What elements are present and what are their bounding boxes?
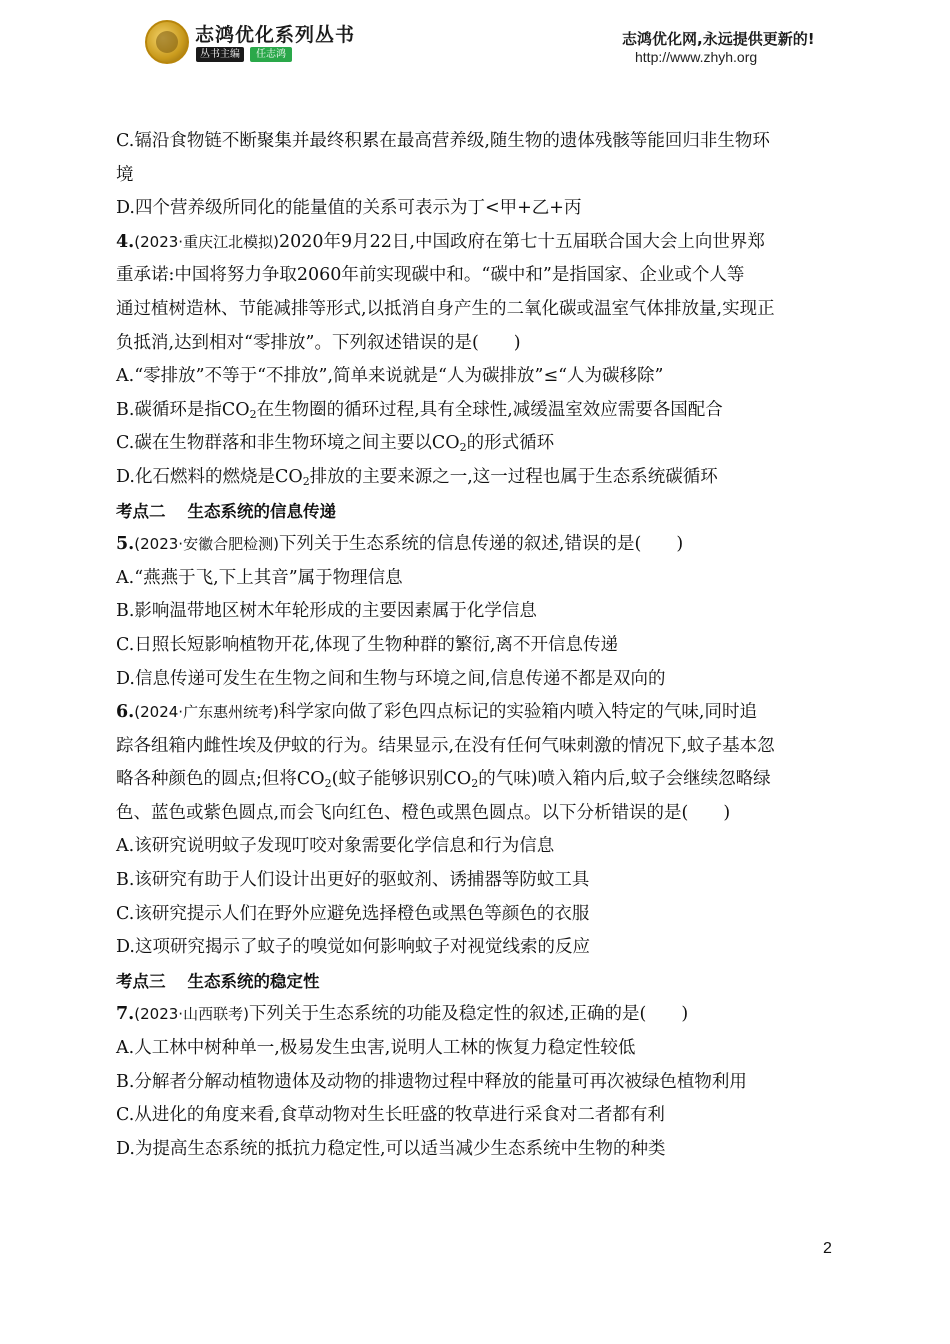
- editor-name: 任志鸿: [250, 47, 292, 62]
- q7-number: 7.: [116, 1004, 135, 1025]
- q6-option-c: C.该研究提示人们在野外应避免选择橙色或黑色等颜色的衣服: [116, 903, 590, 924]
- q4-option-b-part1: B.碳循环是指CO: [116, 399, 250, 420]
- q5-option-d: D.信息传递可发生在生物之间和生物与环境之间,信息传递不都是双向的: [116, 668, 666, 689]
- subscript-2: 2: [471, 777, 479, 791]
- subscript-2: 2: [302, 474, 310, 488]
- q4-option-a: A.“零排放”不等于“不排放”,简单来说就是“人为碳排放”≤“人为碳移除”: [116, 366, 664, 387]
- q7-stem-text: 下列关于生态系统的功能及稳定性的叙述,正确的是( ): [248, 1004, 689, 1025]
- page-number: 2: [823, 1240, 832, 1257]
- q7-option-b: B.分解者分解动植物遗体及动物的排遗物过程中释放的能量可再次被绿色植物利用: [116, 1071, 747, 1092]
- q6-option-a: A.该研究说明蚊子发现叮咬对象需要化学信息和行为信息: [116, 836, 555, 857]
- q6-stem-line4: 色、蓝色或紫色圆点,而会飞向红色、橙色或黑色圆点。以下分析错误的是( ): [116, 802, 731, 823]
- site-slogan: 志鸿优化网,永远提供更新的!: [622, 30, 815, 48]
- q6-stem-line3-part3: 的气味)喷入箱内后,蚊子会继续忽略绿: [478, 769, 771, 790]
- q4-option-c-part2: 的形式循环: [466, 433, 555, 454]
- q3-option-c-line1: C.镉沿食物链不断聚集并最终积累在最高营养级,随生物的遗体残骸等能回归非生物环: [116, 131, 770, 151]
- q3-option-c-line2: 境: [116, 164, 134, 185]
- subscript-2: 2: [459, 441, 467, 455]
- q5-stem-text: 下列关于生态系统的信息传递的叙述,错误的是( ): [278, 534, 684, 555]
- section-2-label: 考点二: [116, 501, 166, 521]
- q5-option-b: B.影响温带地区树木年轮形成的主要因素属于化学信息: [116, 601, 537, 622]
- q6-stem-line3-part1: 略各种颜色的圆点;但将CO: [116, 769, 325, 790]
- q7-option-a: A.人工林中树种单一,极易发生虫害,说明人工林的恢复力稳定性较低: [116, 1038, 636, 1059]
- q4-stem-line3: 通过植树造林、节能减排等形式,以抵消自身产生的二氧化碳或温室气体排放量,实现正: [116, 298, 775, 319]
- page-header: [0, 0, 950, 80]
- site-url[interactable]: http://www.zhyh.org: [635, 49, 758, 65]
- subscript-2: 2: [249, 407, 257, 421]
- q6-source: (2024·广东惠州统考): [134, 703, 279, 722]
- q6-stem-line3: [116, 763, 836, 797]
- q7-option-d: D.为提高生态系统的抵抗力稳定性,可以适当减少生态系统中生物的种类: [116, 1138, 666, 1159]
- q4-stem-line1: [116, 226, 836, 260]
- section-3-label: 考点三: [116, 971, 166, 991]
- section-2-title: 生态系统的信息传递: [187, 501, 336, 521]
- q4-stem-text1: 2020年9月22日,中国政府在第七十五届联合国大会上向世界郑: [278, 231, 765, 252]
- q6-stem-text1: 科学家向做了彩色四点标记的实验箱内喷入特定的气味,同时追: [278, 702, 757, 723]
- q7-source: (2023·山西联考): [134, 1005, 249, 1024]
- q6-option-b: B.该研究有助于人们设计出更好的驱蚊剂、诱捕器等防蚊工具: [116, 870, 590, 891]
- q7-stem: [116, 998, 836, 1032]
- q6-option-d: D.这项研究揭示了蚊子的嗅觉如何影响蚊子对视觉线索的反应: [116, 937, 590, 958]
- q4-source: (2023·重庆江北模拟): [134, 232, 279, 251]
- q5-option-a: A.“燕燕于飞,下上其音”属于物理信息: [116, 567, 403, 588]
- q3-option-d: D.四个营养级所同化的能量值的关系可表示为丁<甲+乙+丙: [116, 198, 582, 219]
- q4-stem-line2: 重承诺:中国将努力争取2060年前实现碳中和。“碳中和”是指国家、企业或个人等: [116, 265, 745, 286]
- q5-option-c: C.日照长短影响植物开花,体现了生物种群的繁衍,离不开信息传递: [116, 634, 618, 655]
- section-heading-3: [116, 965, 836, 999]
- section-3-title: 生态系统的稳定性: [187, 971, 320, 991]
- q6-stem-line3-part2: (蚊子能够识别CO: [331, 769, 472, 790]
- q4-option-b: [116, 394, 836, 428]
- document-body: [116, 125, 836, 1166]
- q4-option-c-part1: C.碳在生物群落和非生物环境之间主要以CO: [116, 433, 460, 454]
- q4-stem-line4: 负抵消,达到相对“零排放”。下列叙述错误的是( ): [116, 332, 521, 353]
- q5-stem: [116, 528, 836, 562]
- publisher-logo-icon: [145, 20, 189, 64]
- q4-option-c: [116, 427, 836, 461]
- q4-number: 4.: [116, 231, 135, 252]
- section-heading-2: [116, 495, 836, 529]
- q4-option-d: [116, 461, 836, 495]
- q7-option-c: C.从进化的角度来看,食草动物对生长旺盛的牧草进行采食对二者都有利: [116, 1105, 665, 1126]
- q6-stem-line2: 踪各组箱内雌性埃及伊蚊的行为。结果显示,在没有任何气味刺激的情况下,蚊子基本忽: [116, 735, 775, 756]
- q6-number: 6.: [116, 702, 135, 723]
- editor-label: 丛书主编: [196, 47, 244, 62]
- q5-number: 5.: [116, 534, 135, 555]
- q6-stem-line1: [116, 696, 836, 730]
- series-title: 志鸿优化系列丛书: [195, 24, 356, 46]
- subscript-2: 2: [324, 777, 332, 791]
- q4-option-d-part1: D.化石燃料的燃烧是CO: [116, 466, 303, 487]
- q5-source: (2023·安徽合肥检测): [134, 535, 279, 554]
- q4-option-b-part2: 在生物圈的循环过程,具有全球性,减缓温室效应需要各国配合: [256, 399, 723, 420]
- q4-option-d-part2: 排放的主要来源之一,这一过程也属于生态系统碳循环: [309, 466, 718, 487]
